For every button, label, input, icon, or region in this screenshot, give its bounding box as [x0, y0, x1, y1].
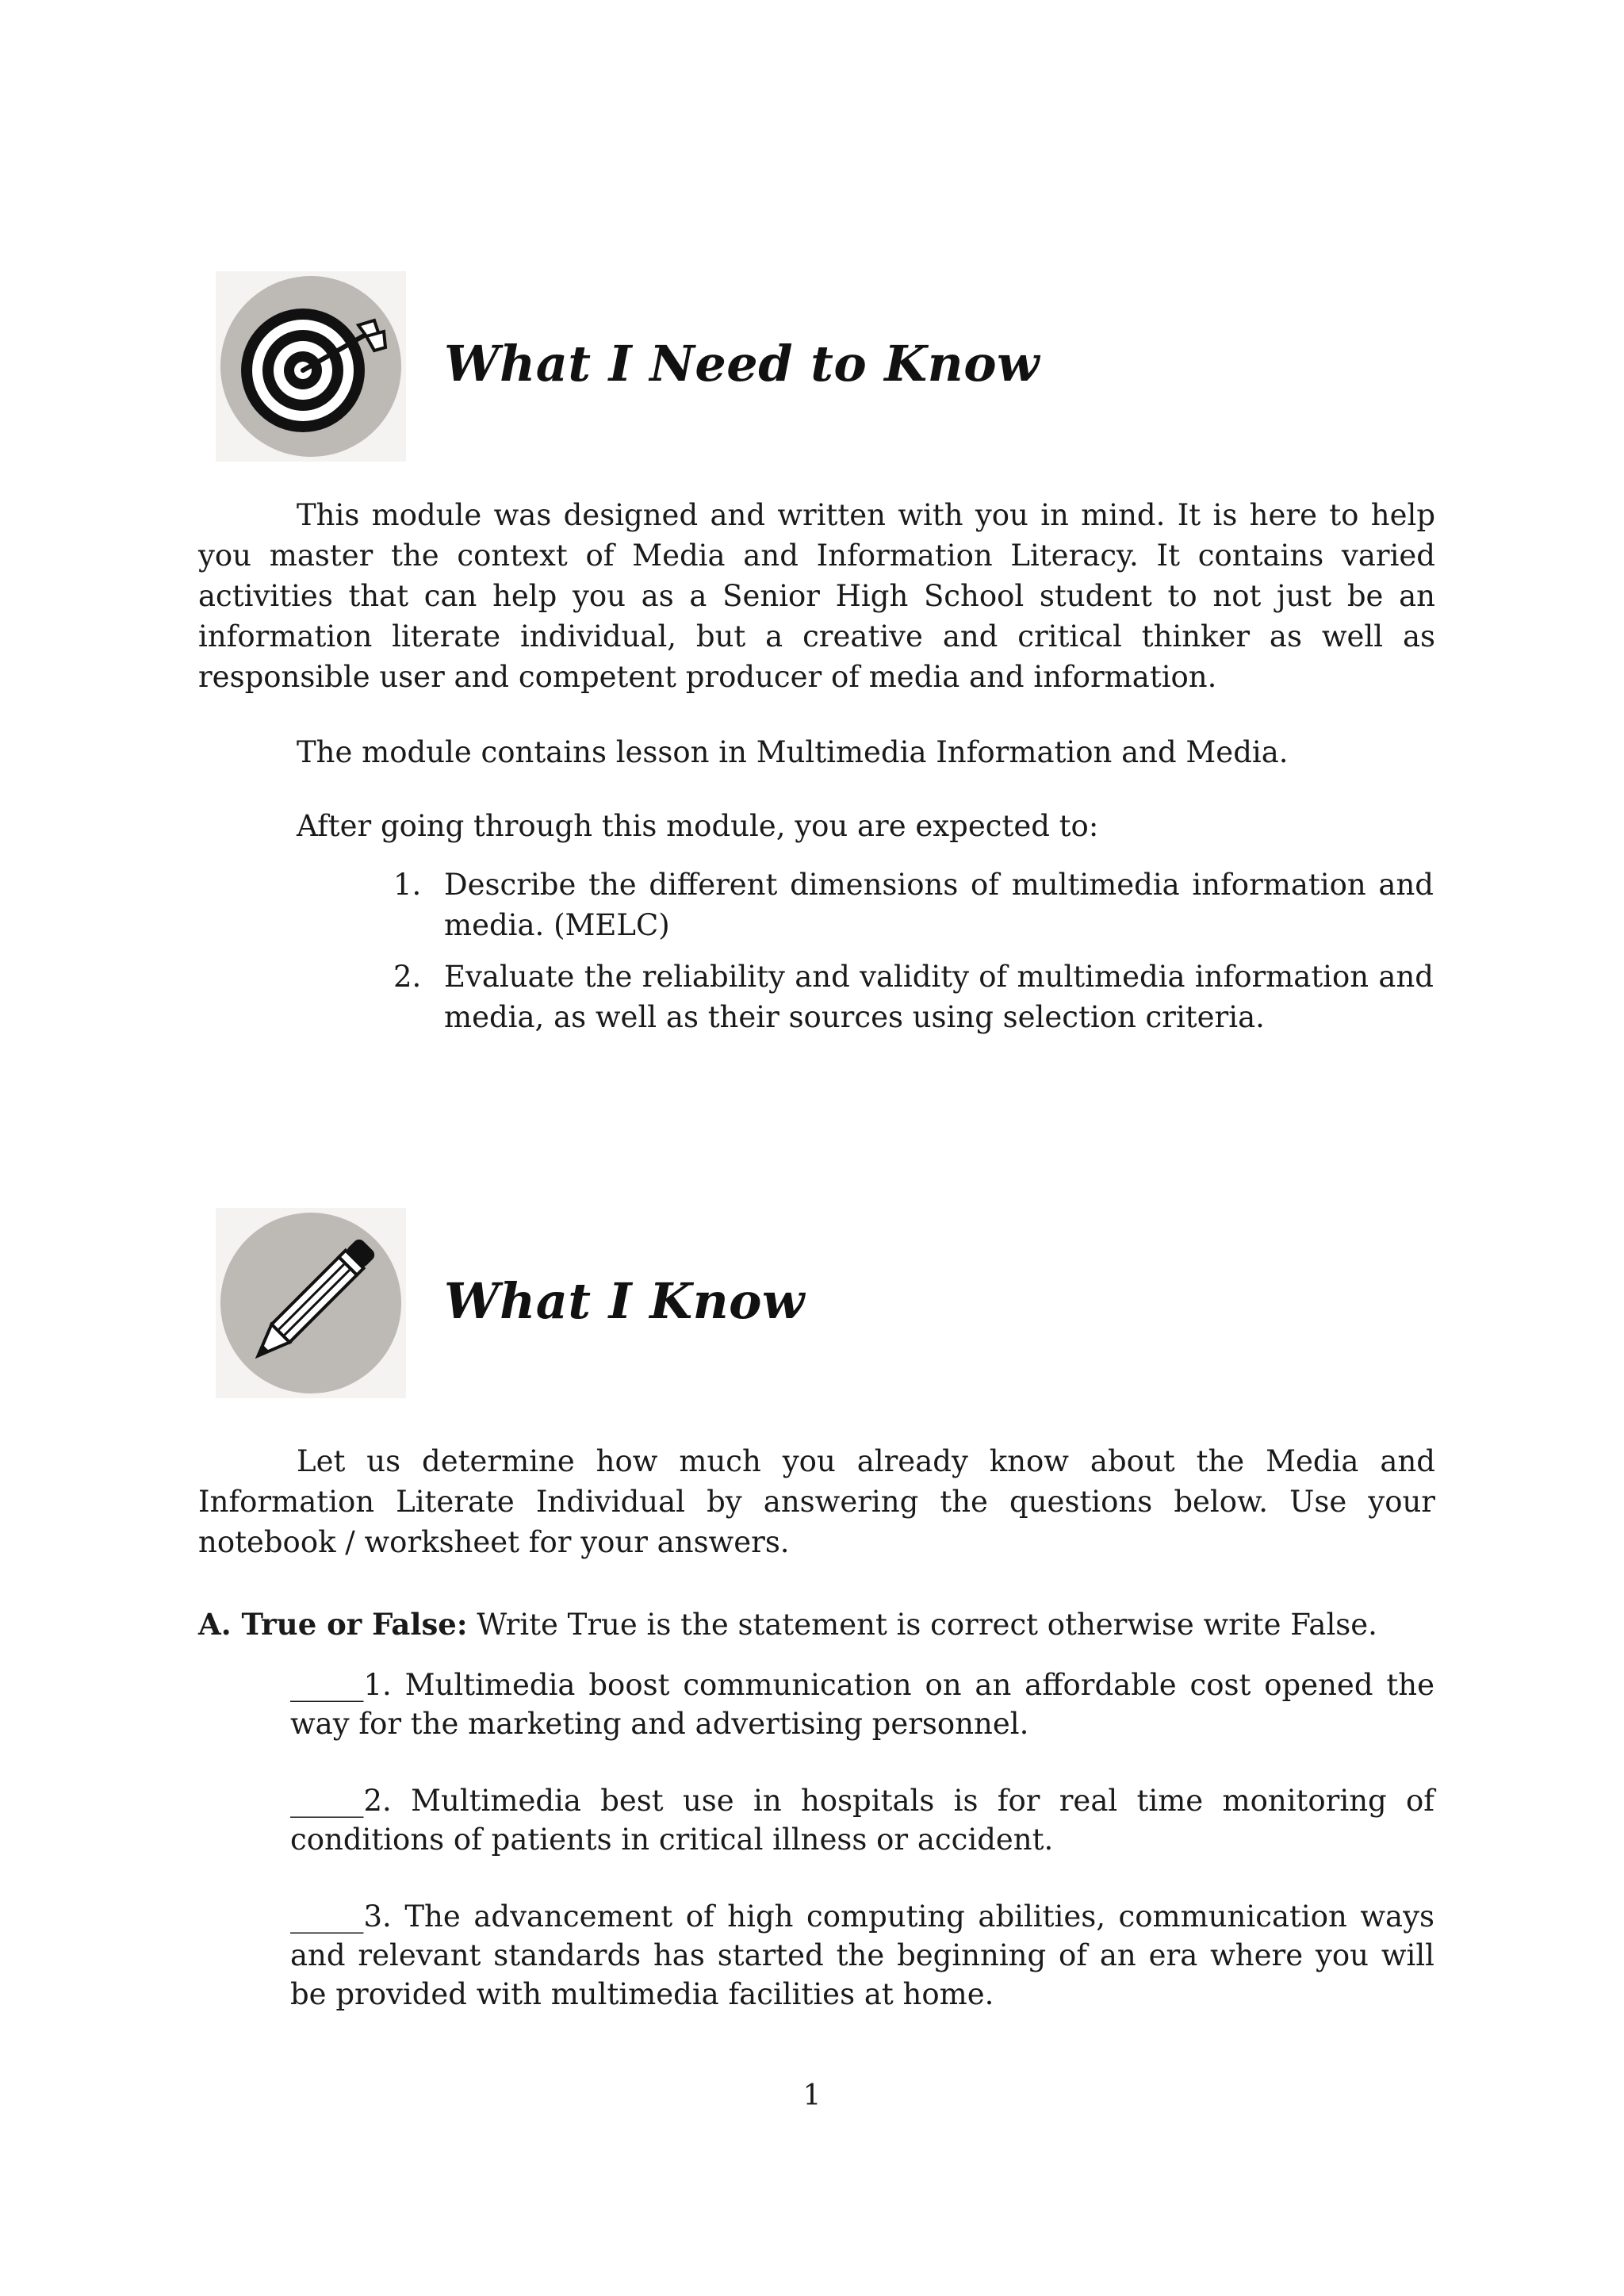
intro-paragraph: This module was designed and written with you in mind. It is here to help you master the context of Media and Information Literacy. It contains varied activities that can help you as a Senior High School student to not just be an information literate individual, but a creative and critical thinker as well as responsible user and competent producer of media and information. — [198, 498, 1435, 694]
heading-what-i-need-to-know: What I Need to Know — [444, 335, 1040, 393]
list-item — [393, 864, 1434, 945]
heading-what-i-know: What I Know — [444, 1272, 805, 1330]
page-number: 1 — [802, 2079, 822, 2112]
objective-text: Evaluate the reliability and validity of multimedia information and media, as well as their sources using selection criteria. — [444, 960, 1434, 1034]
target-icon — [216, 271, 406, 462]
list-number: 1. — [393, 868, 422, 902]
expectation-line: After going through this module, you are expected to: — [297, 809, 1099, 843]
objectives-list — [393, 864, 1434, 1048]
true-false-item-3: _____3. The advancement of high computing abilities, communication ways and relevant standards has started the beginning of an era where you will be provided with multimedia facilities at home. — [290, 1899, 1434, 2011]
part-a-label: A. True or False: — [198, 1607, 468, 1642]
part-a-text: Write True is the statement is correct otherwise write False. — [477, 1608, 1377, 1642]
part-a-instruction — [198, 1604, 1435, 1645]
true-false-item-2: _____2. Multimedia best use in hospitals is for real time monitoring of conditions of patients in critical illness or accident. — [290, 1784, 1434, 1857]
objective-text: Describe the different dimensions of multimedia information and media. (MELC) — [444, 868, 1434, 942]
lesson-line: The module contains lesson in Multimedia Information and Media. — [297, 735, 1289, 769]
pretest-intro-paragraph: Let us determine how much you already know about the Media and Information Literate Individual by answering the questions below. Use your notebook / worksheet for your answers. — [198, 1444, 1435, 1559]
true-false-item-1: _____1. Multimedia boost communication on an affordable cost opened the way for the marketing and advertising personnel. — [290, 1668, 1434, 1741]
pencil-icon — [216, 1208, 406, 1398]
list-number: 2. — [393, 960, 422, 994]
list-item — [393, 956, 1434, 1037]
